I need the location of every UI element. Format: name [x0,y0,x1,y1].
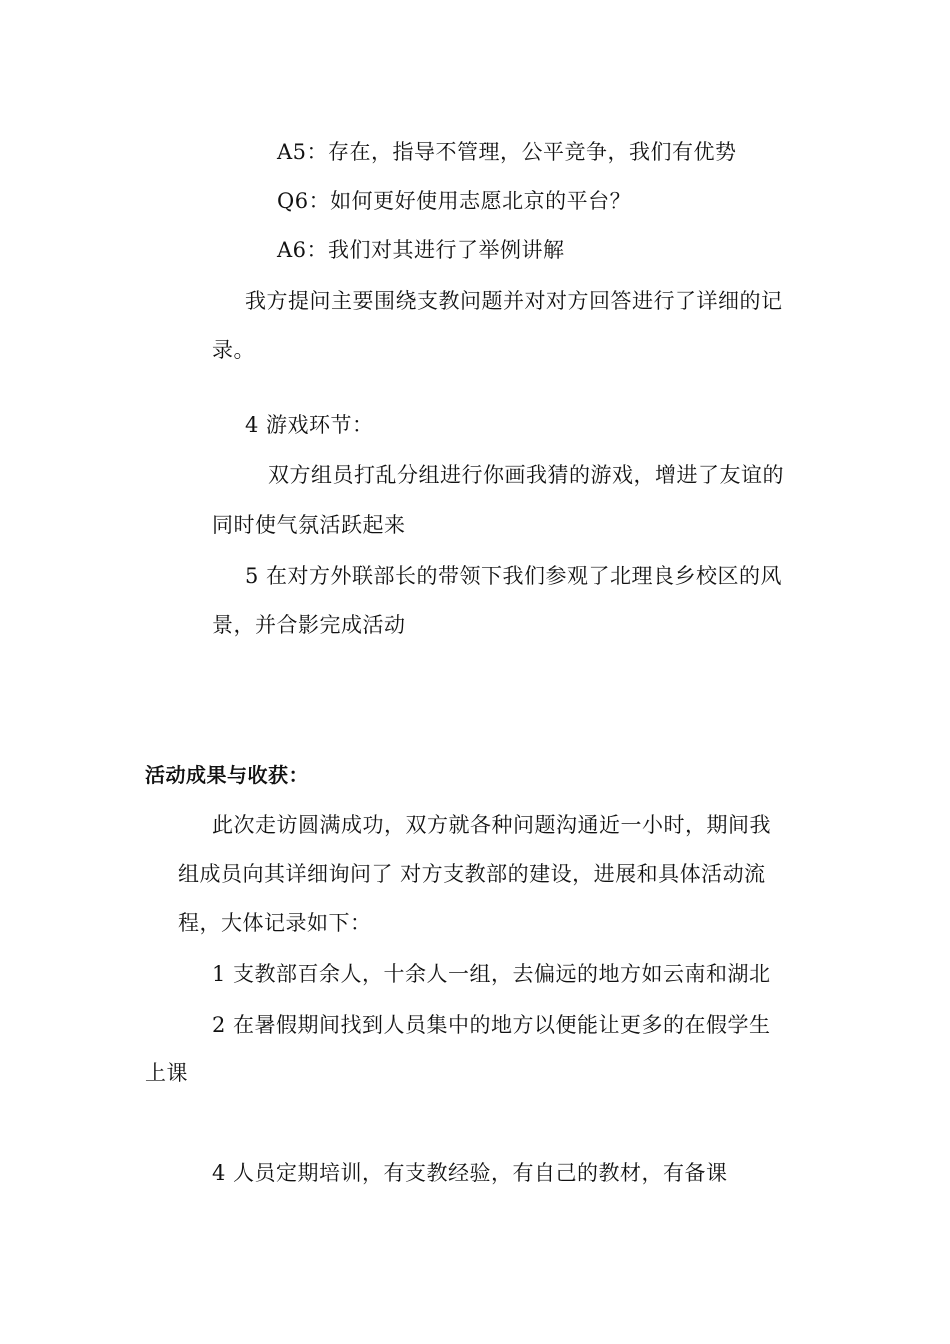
results-line-2: 组成员向其详细询问了 对方支教部的建设，进展和具体活动流 [178,862,766,886]
visit-line-1: 5 在对方外联部长的带领下我们参观了北理良乡校区的风 [245,564,783,588]
summary-line-2: 录。 [212,338,255,362]
record-item-2-line-2: 上课 [145,1061,188,1085]
answer-a6: A6：我们对其进行了举例讲解 [277,238,565,262]
record-item-1: 1 支教部百余人，十余人一组，去偏远的地方如云南和湖北 [212,962,771,986]
summary-line-1: 我方提问主要围绕支教问题并对对方回答进行了详细的记 [245,289,783,313]
visit-line-2: 景，并合影完成活动 [212,613,406,637]
answer-a5: A5：存在，指导不管理，公平竞争，我们有优势 [277,140,737,164]
game-line-1: 双方组员打乱分组进行你画我猜的游戏，增进了友谊的 [268,463,784,487]
question-q6: Q6：如何更好使用志愿北京的平台？ [277,189,632,213]
record-item-4: 4 人员定期培训，有支教经验，有自己的教材，有备课 [212,1161,728,1185]
results-heading: 活动成果与收获： [145,763,309,787]
record-item-2-line-1: 2 在暑假期间找到人员集中的地方以便能让更多的在假学生 [212,1013,771,1037]
results-line-1: 此次走访圆满成功，双方就各种问题沟通近一小时，期间我 [212,813,771,837]
game-line-2: 同时使气氛活跃起来 [212,513,406,537]
results-line-3: 程，大体记录如下： [178,911,372,935]
game-section-title: 4 游戏环节： [245,413,374,437]
